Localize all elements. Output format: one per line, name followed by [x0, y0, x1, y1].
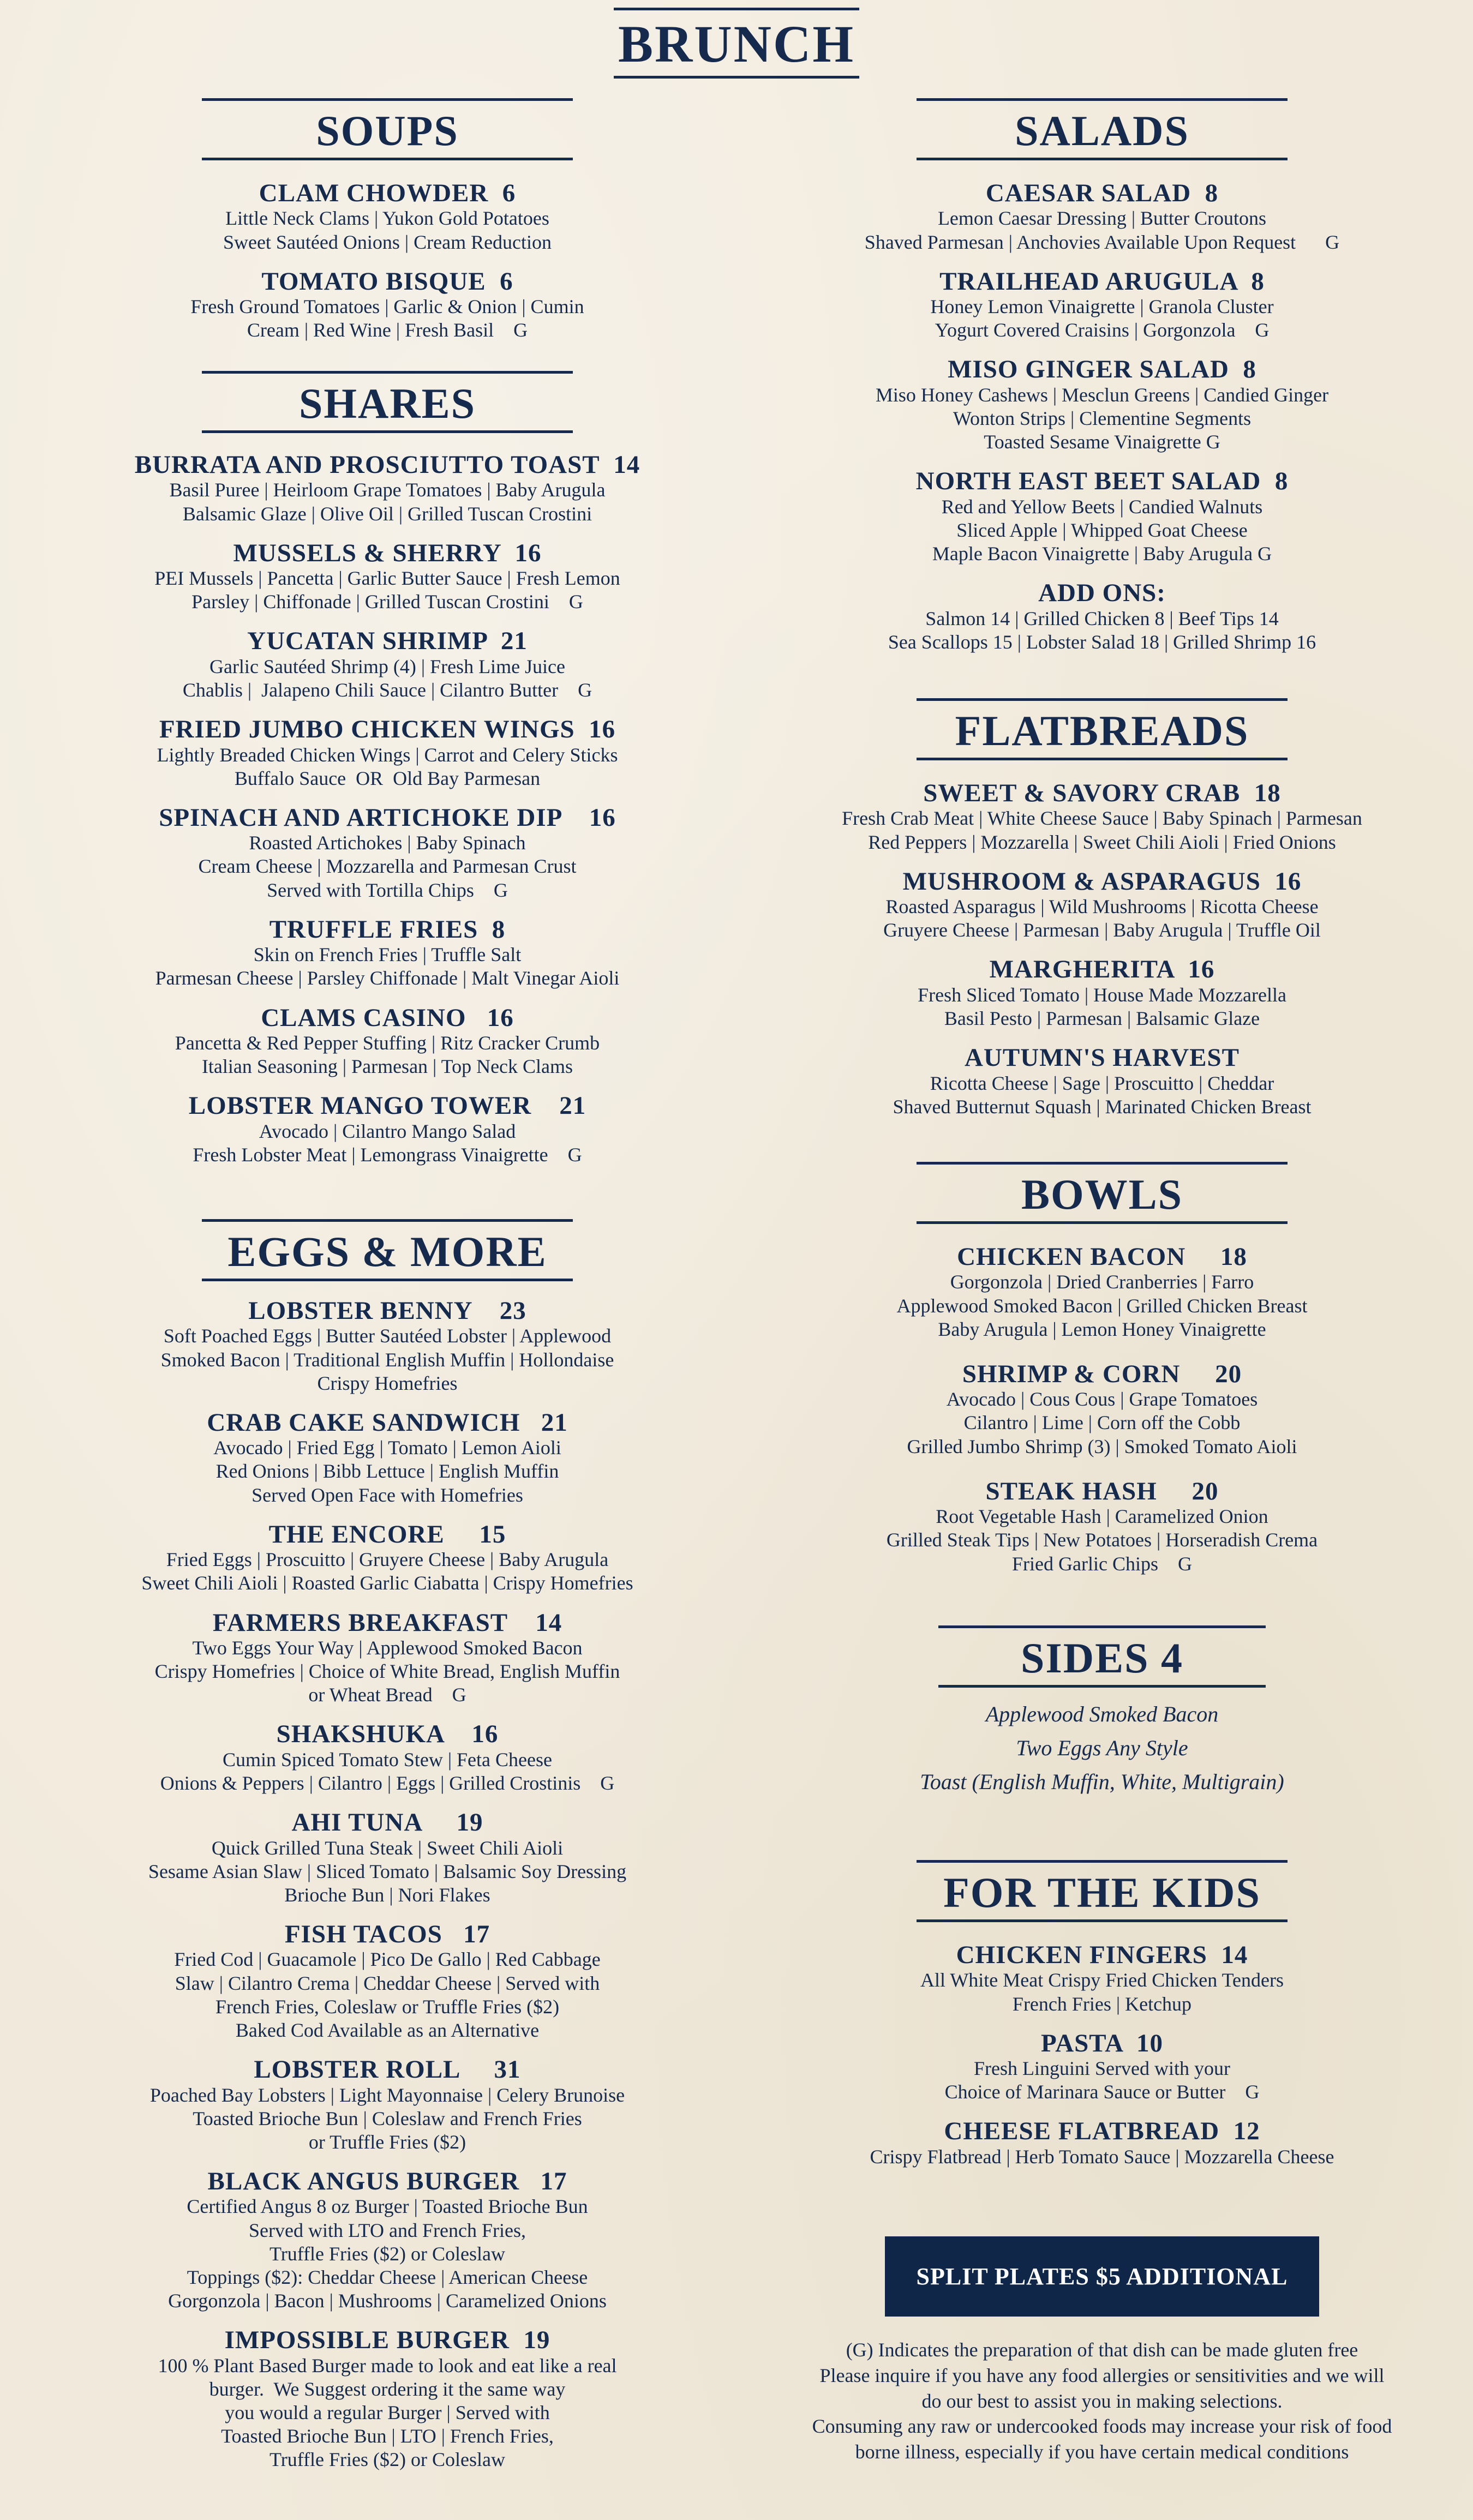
menu-item	[775, 780, 1429, 854]
item-description: Roasted Artichokes | Baby Spinach Cream Cheese | Mozzarella and Parmesan Crust Served with Tortilla Chips G	[198, 832, 577, 901]
item-description: All White Meat Crispy Fried Chicken Tenders French Fries | Ketchup	[920, 1969, 1284, 2015]
eggs-section	[87, 1219, 687, 2472]
item-name: BLACK ANGUS BURGER 17	[207, 2167, 567, 2196]
side-item: Toast (English Muffin, White, Multigrain)	[920, 1769, 1284, 1794]
side-item: Applewood Smoked Bacon	[985, 1702, 1219, 1726]
section-title-salads: SALADS	[917, 98, 1288, 160]
item-description: Certified Angus 8 oz Burger | Toasted Brioche Bun Served with LTO and French Fries, Truffle Fries ($2) or Coleslaw Toppings ($2): Cheddar Cheese | American Cheese Gorgonzola | Bacon | Mushrooms | Caramelized Onions	[168, 2195, 607, 2312]
item-name: TRAILHEAD ARUGULA 8	[939, 267, 1265, 296]
add-ons-list: Salmon 14 | Grilled Chicken 8 | Beef Tips 14 Sea Scallops 15 | Lobster Salad 18 | Grilled Shrimp 16	[888, 607, 1316, 653]
item-name: SPINACH AND ARTICHOKE DIP 16	[159, 803, 616, 832]
item-name: SWEET & SAVORY CRAB 18	[923, 779, 1281, 807]
menu-title-text: BRUNCH	[614, 8, 859, 79]
item-name: FISH TACOS 17	[284, 1920, 490, 1949]
item-name: TRUFFLE FRIES 8	[269, 915, 506, 944]
item-name: FARMERS BREAKFAST 14	[212, 1608, 562, 1637]
menu-item	[87, 1298, 687, 1395]
item-description: Soft Poached Eggs | Butter Sautéed Lobster | Applewood Smoked Bacon | Traditional English Muffin | Hollondaise Crispy Homefries	[160, 1325, 614, 1394]
menu-item	[775, 1361, 1429, 1459]
item-name: AUTUMN'S HARVEST	[965, 1043, 1240, 1072]
section-title-shares: SHARES	[202, 371, 573, 433]
item-description: Little Neck Clams | Yukon Gold Potatoes Sweet Sautéed Onions | Cream Reduction	[223, 207, 552, 253]
item-name: AHI TUNA 19	[291, 1808, 483, 1837]
menu-item	[87, 1610, 687, 1707]
menu-item	[775, 1045, 1429, 1119]
menu-item	[87, 268, 687, 343]
menu-item	[87, 805, 687, 902]
item-description: Red and Yellow Beets | Candied Walnuts Sliced Apple | Whipped Goat Cheese Maple Bacon Vinaigrette | Baby Arugula G	[932, 495, 1272, 565]
item-description: PEI Mussels | Pancetta | Garlic Butter Sauce | Fresh Lemon Parsley | Chiffonade | Grilled Tuscan Crostini G	[154, 567, 620, 613]
add-ons-title: ADD ONS:	[1038, 579, 1166, 608]
item-name: CHEESE FLATBREAD 12	[944, 2117, 1260, 2146]
item-description: Honey Lemon Vinaigrette | Granola Cluster Yogurt Covered Craisins | Gorgonzola G	[930, 296, 1274, 341]
item-description: Fresh Ground Tomatoes | Garlic & Onion | Cumin Cream | Red Wine | Fresh Basil G	[190, 296, 584, 341]
item-description: Poached Bay Lobsters | Light Mayonnaise | Celery Brunoise Toasted Brioche Bun | Coleslaw and French Fries or Truffle Fries ($2)	[149, 2084, 625, 2153]
item-name: TOMATO BISQUE 6	[261, 267, 513, 296]
menu-item	[775, 180, 1429, 254]
item-name: CLAM CHOWDER 6	[259, 179, 516, 207]
item-name: BURRATA AND PROSCIUTTO TOAST 14	[134, 451, 640, 479]
menu-item	[87, 540, 687, 614]
menu-title	[0, 8, 1473, 79]
item-description: Basil Puree | Heirloom Grape Tomatoes | Baby Arugula Balsamic Glaze | Olive Oil | Grilled Tuscan Crostini	[169, 479, 606, 525]
item-description: Gorgonzola | Dried Cranberries | Farro Applewood Smoked Bacon | Grilled Chicken Breast Baby Arugula | Lemon Honey Vinaigrette	[896, 1271, 1308, 1340]
menu-item	[87, 1093, 687, 1167]
menu-item	[775, 468, 1429, 566]
menu-item	[87, 2327, 687, 2471]
item-description: Skin on French Fries | Truffle Salt Parmesan Cheese | Parsley Chiffonade | Malt Vinegar Aioli	[155, 944, 620, 989]
item-name: LOBSTER BENNY 23	[248, 1297, 526, 1325]
item-name: MISO GINGER SALAD 8	[948, 355, 1256, 384]
menu-item	[775, 956, 1429, 1030]
item-name: PASTA 10	[1040, 2029, 1163, 2057]
menu-item	[87, 716, 687, 790]
item-name: YUCATAN SHRIMP 21	[247, 627, 528, 656]
kids-section	[775, 1860, 1429, 2169]
item-name: LOBSTER ROLL 31	[254, 2055, 521, 2084]
split-plates-label: SPLIT PLATES $5 ADDITIONAL	[885, 2236, 1320, 2317]
allergy-note-text: (G) Indicates the preparation of that dish can be made gluten free Please inquire if you have any food allergies or sensitivities and we will do our best to assist you in making selections. Consuming any raw or undercooked foods may increase your risk of food borne illness, especially if you have certain medical conditions	[812, 2339, 1392, 2463]
menu-item	[87, 1005, 687, 1079]
item-description: Pancetta & Red Pepper Stuffing | Ritz Cracker Crumb Italian Seasoning | Parmesan | Top Neck Clams	[175, 1031, 600, 1078]
menu-item	[775, 2118, 1429, 2169]
menu-item	[87, 1521, 687, 1595]
menu-item	[87, 1721, 687, 1795]
item-description: Root Vegetable Hash | Caramelized Onion Grilled Steak Tips | New Potatoes | Horseradish Crema Fried Garlic Chips G	[886, 1505, 1318, 1575]
menu-item	[775, 868, 1429, 943]
add-ons	[775, 580, 1429, 654]
item-description: Miso Honey Cashews | Mesclun Greens | Candied Ginger Wonton Strips | Clementine Segments Toasted Sesame Vinaigrette G	[875, 383, 1329, 453]
item-name: IMPOSSIBLE BURGER 19	[224, 2326, 550, 2355]
item-description: Ricotta Cheese | Sage | Proscuitto | Cheddar Shaved Butternut Squash | Marinated Chicken Breast	[893, 1072, 1312, 1118]
item-name: THE ENCORE 15	[268, 1520, 506, 1549]
menu-item	[87, 452, 687, 526]
menu-item	[87, 1409, 687, 1507]
item-description: Two Eggs Your Way | Applewood Smoked Bacon Crispy Homefries | Choice of White Bread, English Muffin or Wheat Bread G	[154, 1636, 620, 1706]
menu-item	[87, 628, 687, 702]
side-item: Two Eggs Any Style	[1016, 1736, 1188, 1760]
flatbreads-section	[775, 698, 1429, 1119]
item-description: Crispy Flatbread | Herb Tomato Sauce | Mozzarella Cheese	[870, 2145, 1334, 2168]
item-name: MARGHERITA 16	[989, 955, 1215, 984]
item-name: CHICKEN FINGERS 14	[956, 1941, 1248, 1969]
split-plates-banner	[775, 2236, 1429, 2317]
item-description: Avocado | Fried Egg | Tomato | Lemon Aioli Red Onions | Bibb Lettuce | English Muffin Served Open Face with Homefries	[213, 1437, 561, 1506]
sides-section	[775, 1625, 1429, 1799]
menu-item	[775, 1942, 1429, 2016]
item-name: CLAMS CASINO 16	[261, 1003, 514, 1032]
item-name: NORTH EAST BEET SALAD 8	[915, 467, 1289, 496]
item-description: Lemon Caesar Dressing | Butter Croutons Shaved Parmesan | Anchovies Available Upon Request G	[864, 207, 1340, 253]
bowls-section	[775, 1162, 1429, 1576]
item-description: Fresh Linguini Served with your Choice of Marinara Sauce or Butter G	[944, 2057, 1260, 2103]
menu-item	[775, 1244, 1429, 1341]
item-name: STEAK HASH 20	[985, 1477, 1219, 1505]
menu-item	[87, 1921, 687, 2042]
section-title-sides: SIDES 4	[938, 1625, 1266, 1688]
item-description: Lightly Breaded Chicken Wings | Carrot and Celery Sticks Buffalo Sauce OR Old Bay Parmesan	[157, 743, 618, 789]
item-name: FRIED JUMBO CHICKEN WINGS 16	[159, 715, 616, 744]
section-title-kids: FOR THE KIDS	[917, 1860, 1288, 1922]
menu-item	[775, 356, 1429, 454]
menu-item	[775, 2030, 1429, 2104]
item-name: CHICKEN BACON 18	[957, 1243, 1247, 1271]
allergy-notes	[775, 2337, 1429, 2465]
item-description: Garlic Sautéed Shrimp (4) | Fresh Lime Juice Chablis | Jalapeno Chili Sauce | Cilantro Butter G	[182, 655, 592, 701]
item-description: Quick Grilled Tuna Steak | Sweet Chili Aioli Sesame Asian Slaw | Sliced Tomato | Balsamic Soy Dressing Brioche Bun | Nori Flakes	[148, 1837, 627, 1906]
item-name: LOBSTER MANGO TOWER 21	[188, 1091, 586, 1120]
menu-item	[87, 2056, 687, 2154]
item-name: MUSSELS & SHERRY 16	[233, 538, 542, 567]
menu-item	[87, 2168, 687, 2313]
item-description: Roasted Asparagus | Wild Mushrooms | Ricotta Cheese Gruyere Cheese | Parmesan | Baby Arugula | Truffle Oil	[883, 896, 1321, 941]
item-description: Fresh Crab Meat | White Cheese Sauce | Baby Spinach | Parmesan Red Peppers | Mozzarella | Sweet Chili Aioli | Fried Onions	[842, 807, 1362, 853]
item-description: Avocado | Cilantro Mango Salad Fresh Lobster Meat | Lemongrass Vinaigrette G	[193, 1120, 582, 1166]
item-description: 100 % Plant Based Burger made to look and eat like a real burger. We Suggest ordering it the same way you would a regular Burger | Served with Toasted Brioche Bun | LTO | French Fries, Truffle Fries ($2) or Coleslaw	[158, 2354, 617, 2471]
item-name: SHAKSHUKA 16	[276, 1720, 499, 1749]
item-name: CAESAR SALAD 8	[985, 179, 1219, 207]
salads-section	[775, 98, 1429, 654]
section-title-bowls: BOWLS	[917, 1162, 1288, 1224]
menu-item	[87, 180, 687, 254]
section-title-soups: SOUPS	[202, 98, 573, 160]
shares-section	[87, 371, 687, 1167]
section-title-eggs: EGGS & MORE	[202, 1219, 573, 1281]
menu-item	[775, 268, 1429, 343]
item-description: Avocado | Cous Cous | Grape Tomatoes Cilantro | Lime | Corn off the Cobb Grilled Jumbo Shrimp (3) | Smoked Tomato Aioli	[907, 1388, 1297, 1457]
item-name: SHRIMP & CORN 20	[962, 1359, 1242, 1388]
menu-item	[775, 1478, 1429, 1576]
item-description: Fresh Sliced Tomato | House Made Mozzarella Basil Pesto | Parmesan | Balsamic Glaze	[918, 983, 1286, 1029]
item-name: MUSHROOM & ASPARAGUS 16	[902, 867, 1302, 896]
menu-item	[87, 916, 687, 991]
section-title-flatbreads: FLATBREADS	[917, 698, 1288, 760]
item-description: Cumin Spiced Tomato Stew | Feta Cheese Onions & Peppers | Cilantro | Eggs | Grilled Crostinis G	[160, 1748, 615, 1794]
item-description: Fried Cod | Guacamole | Pico De Gallo | Red Cabbage Slaw | Cilantro Crema | Cheddar Cheese | Served with French Fries, Coleslaw or Truffle Fries ($2) Baked Cod Available as an Alternative	[174, 1948, 601, 2041]
soups-section	[87, 98, 687, 342]
item-description: Fried Eggs | Proscuitto | Gruyere Cheese | Baby Arugula Sweet Chili Aioli | Roasted Garlic Ciabatta | Crispy Homefries	[141, 1549, 633, 1594]
item-name: CRAB CAKE SANDWICH 21	[207, 1408, 568, 1437]
menu-item	[87, 1809, 687, 1907]
